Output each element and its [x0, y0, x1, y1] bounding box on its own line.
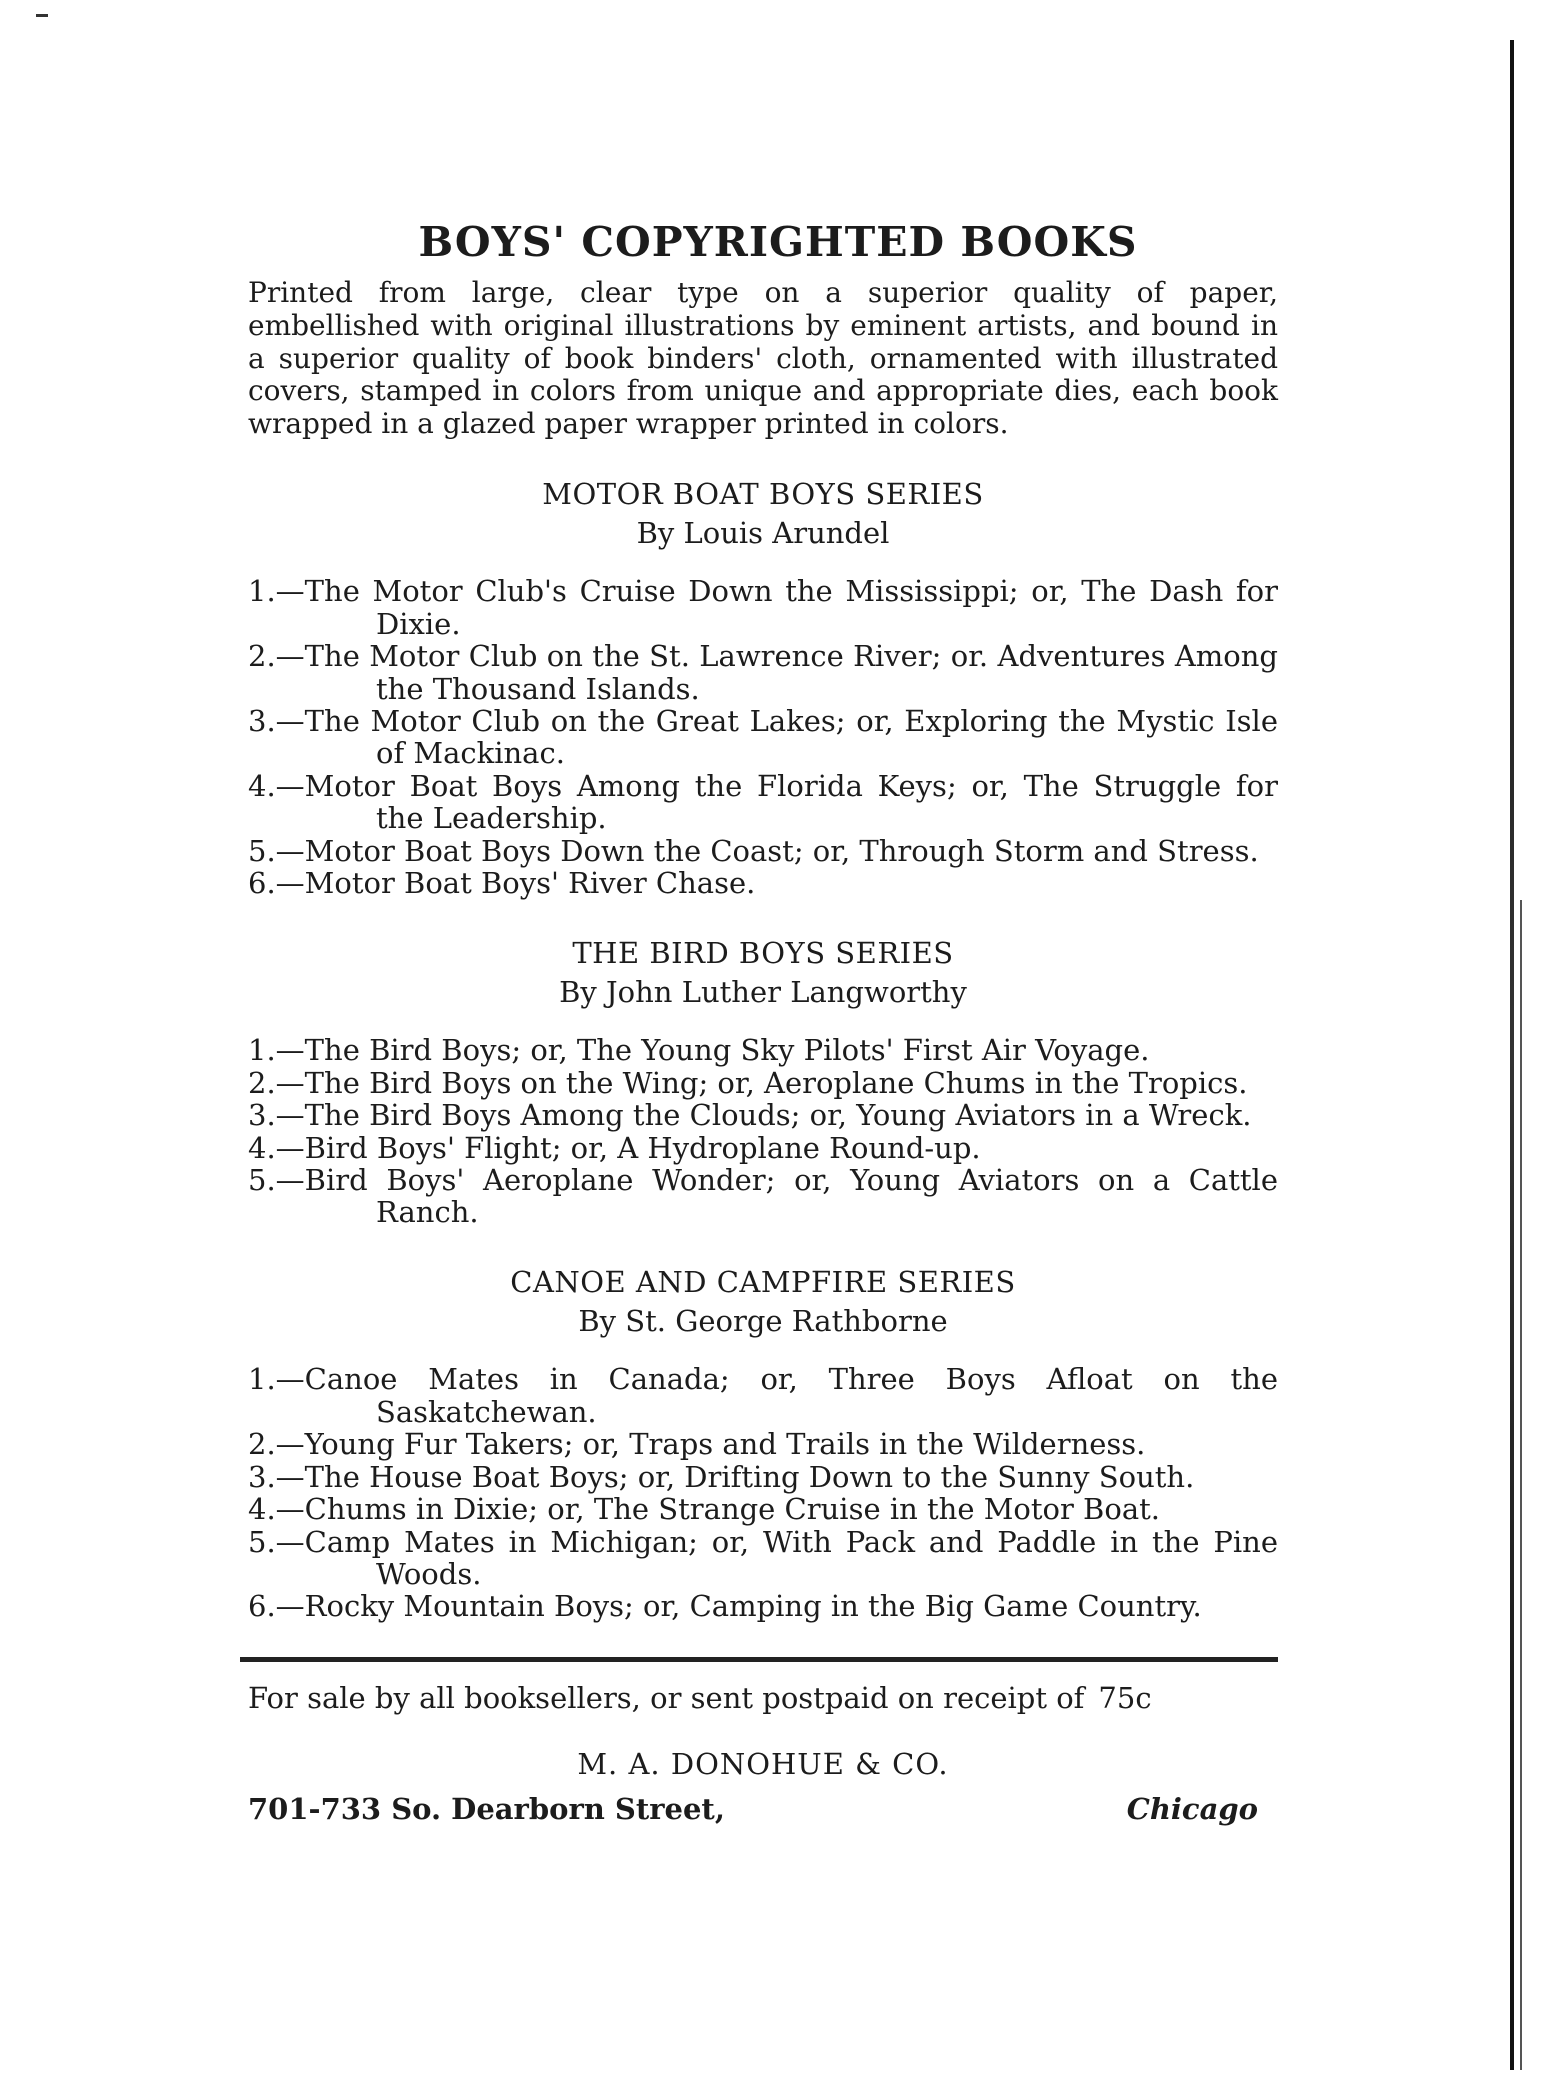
series-author: By John Luther Langworthy — [559, 974, 967, 1009]
book-item — [248, 1132, 1278, 1164]
book-number: 3.— — [248, 1098, 305, 1133]
book-title: Rocky Mountain Boys; or, Camping in the Big Game Country. — [304, 1589, 1202, 1624]
book-number: 1.— — [248, 1033, 305, 1068]
publisher-name: M. A. DONOHUE & CO. — [577, 1746, 949, 1781]
book-number: 6.— — [248, 1589, 305, 1624]
intro-paragraph: Printed from large, clear type on a superior quality of paper, embellished with original illustrations by eminent artists, and bound in a superior quality of book binders' cloth, ornamented with illustrated covers, stamped in colors from unique and appropriate dies, each book wrapped in a glazed paper wrapper printed in colors. — [248, 276, 1278, 441]
book-item — [248, 835, 1278, 867]
book-item — [248, 1034, 1278, 1066]
book-title: The Bird Boys Among the Clouds; or, Young Aviators in a Wreck. — [304, 1098, 1252, 1133]
book-item — [248, 1590, 1278, 1622]
book-number: 3.— — [248, 1459, 305, 1494]
book-number: 3.— — [248, 704, 305, 738]
book-number: 5.— — [248, 1524, 305, 1559]
series-author: By Louis Arundel — [636, 515, 890, 550]
book-list — [248, 575, 1278, 900]
book-title: The Motor Club on the St. Lawrence River; or. Adventures Among the Thousand Islands. — [304, 639, 1278, 706]
series-title: THE BIRD BOYS SERIES — [572, 935, 954, 970]
book-item — [248, 1067, 1278, 1099]
series-author: By St. George Rathborne — [578, 1304, 948, 1339]
book-number: 2.— — [248, 1427, 305, 1462]
book-title: The Bird Boys; or, The Young Sky Pilots' First Air Voyage. — [304, 1033, 1150, 1068]
book-title: Bird Boys' Flight; or, A Hydroplane Round-up. — [304, 1130, 981, 1165]
series-title: MOTOR BOAT BOYS SERIES — [542, 476, 984, 511]
price: 75c — [1098, 1680, 1152, 1715]
book-title: Camp Mates in Michigan; or, With Pack and Paddle in the Pine Woods. — [304, 1524, 1278, 1591]
book-number: 2.— — [248, 1065, 305, 1100]
book-title: Motor Boat Boys Among the Florida Keys; or, The Struggle for the Leadership. — [304, 768, 1278, 836]
book-title: The House Boat Boys; or, Drifting Down to the Sunny South. — [304, 1459, 1195, 1494]
series-section-canoe-campfire — [248, 1263, 1278, 1623]
binding-edge-shadow — [1520, 900, 1522, 2070]
binding-edge — [1510, 40, 1514, 2070]
sale-text: For sale by all booksellers, or sent postpaid on receipt of — [248, 1680, 1085, 1715]
book-title: The Motor Club's Cruise Down the Mississippi; or, The Dash for Dixie. — [304, 574, 1278, 641]
series-section-motor-boat-boys — [248, 475, 1278, 900]
series-section-bird-boys — [248, 934, 1278, 1229]
book-title: Young Fur Takers; or, Traps and Trails in the Wilderness. — [304, 1427, 1146, 1462]
book-title: Canoe Mates in Canada; or, Three Boys Afloat on the Saskatchewan. — [304, 1362, 1278, 1429]
book-item — [248, 575, 1278, 640]
divider-rule — [240, 1657, 1278, 1662]
book-number: 1.— — [248, 1362, 305, 1397]
book-item — [248, 705, 1278, 770]
page-title: BOYS' COPYRIGHTED BOOKS — [418, 218, 1138, 266]
sale-notice — [248, 1680, 1278, 1718]
book-number: 4.— — [248, 768, 305, 803]
advertisement-page — [248, 220, 1278, 1829]
book-item — [248, 867, 1278, 899]
book-list — [248, 1363, 1278, 1623]
book-item — [248, 1493, 1278, 1525]
book-number: 6.— — [248, 866, 305, 901]
book-item — [248, 1461, 1278, 1493]
book-item — [248, 1428, 1278, 1460]
book-item — [248, 1526, 1278, 1591]
book-title: The Bird Boys on the Wing; or, Aeroplane Chums in the Tropics. — [304, 1065, 1248, 1100]
book-item — [248, 1164, 1278, 1229]
book-list — [248, 1034, 1278, 1229]
book-title: Motor Boat Boys' River Chase. — [304, 866, 756, 901]
city: Chicago — [1126, 1792, 1258, 1827]
book-title: The Motor Club on the Great Lakes; or, Exploring the Mystic Isle of Mackinac. — [304, 704, 1278, 771]
book-number: 5.— — [248, 833, 305, 868]
book-item — [248, 1363, 1278, 1428]
book-item — [248, 1099, 1278, 1131]
book-number: 4.— — [248, 1130, 305, 1165]
street-address: 701-733 So. Dearborn Street, — [248, 1792, 725, 1827]
page-corner-mark — [36, 14, 48, 17]
book-number: 2.— — [248, 639, 305, 674]
book-number: 5.— — [248, 1162, 305, 1197]
book-item — [248, 640, 1278, 705]
book-title: Motor Boat Boys Down the Coast; or, Through Storm and Stress. — [304, 833, 1259, 868]
book-item — [248, 770, 1278, 835]
series-title: CANOE AND CAMPFIRE SERIES — [510, 1264, 1016, 1299]
book-title: Chums in Dixie; or, The Strange Cruise in the Motor Boat. — [304, 1492, 1160, 1527]
book-number: 4.— — [248, 1492, 305, 1527]
book-title: Bird Boys' Aeroplane Wonder; or, Young Aviators on a Cattle Ranch. — [304, 1162, 1278, 1230]
book-number: 1.— — [248, 574, 305, 609]
publisher-address-row — [248, 1791, 1278, 1829]
